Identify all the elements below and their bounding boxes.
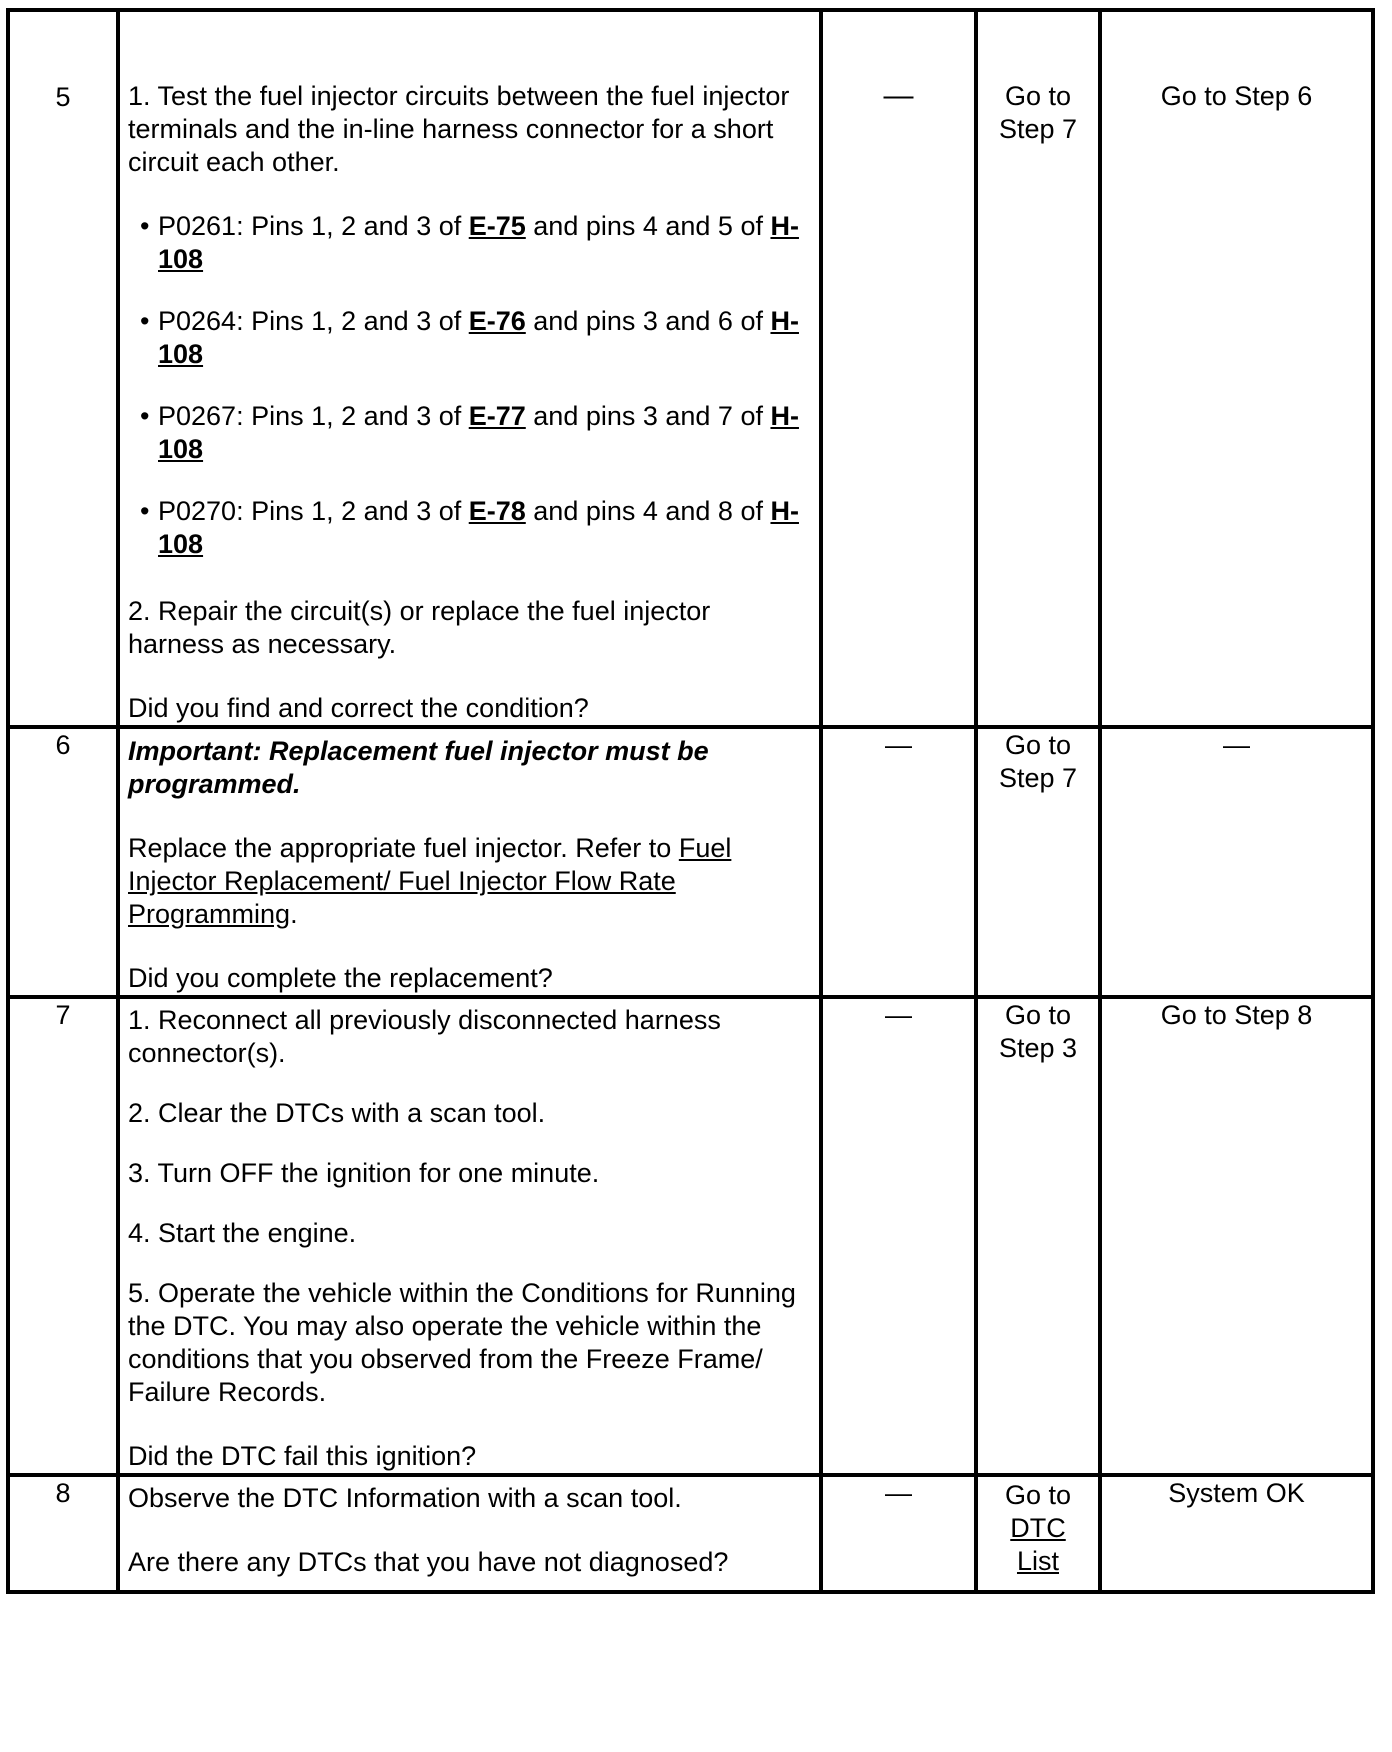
- step-number: 5: [55, 82, 71, 112]
- action-item: 2. Repair the circuit(s) or replace the fuel injector harness as necessary.: [128, 596, 711, 659]
- action-question: Did the DTC fail this ignition?: [128, 1441, 477, 1471]
- action-item: 4. Start the engine.: [128, 1218, 357, 1248]
- action-item: 5. Operate the vehicle within the Conditions for Running the DTC. You may also operate the vehicle within the conditions that you observed from the Freeze Frame/ Failure Records.: [128, 1278, 796, 1407]
- value-cell: [821, 10, 976, 727]
- value-text: —: [821, 1475, 976, 1592]
- table-row: [8, 727, 1373, 997]
- step-number: 6: [8, 727, 118, 997]
- bullet-item: • P0264: Pins 1, 2 and 3 of E-76 and pins 3 and 6 of H-108: [140, 306, 799, 369]
- no-action: —: [1100, 727, 1373, 997]
- diagnostic-steps-table: [6, 8, 1375, 1594]
- step-number: 8: [8, 1475, 118, 1592]
- bullet-item: • P0261: Pins 1, 2 and 3 of E-75 and pins 4 and 5 of H-108: [140, 211, 799, 274]
- procedure-link[interactable]: Fuel Injector Replacement/ Fuel Injector Flow Rate Programming: [128, 833, 732, 929]
- yes-action: Go to: [1004, 1480, 1072, 1510]
- bullet-item: • P0267: Pins 1, 2 and 3 of E-77 and pins 3 and 7 of H-108: [140, 401, 799, 464]
- no-cell: [1100, 10, 1373, 727]
- no-action: System OK: [1100, 1475, 1373, 1592]
- yes-action: Go to Step 7: [998, 81, 1078, 144]
- connector-link[interactable]: E-78: [468, 496, 526, 526]
- bullet-item: • P0270: Pins 1, 2 and 3 of E-78 and pins 4 and 8 of H-108: [140, 496, 799, 559]
- table-row: [8, 997, 1373, 1475]
- action-cell: [118, 10, 821, 727]
- yes-action: Go to Step 7: [976, 727, 1100, 997]
- action-question: Are there any DTCs that you have not diagnosed?: [128, 1547, 729, 1577]
- table-row: [8, 10, 1373, 727]
- action-item: 2. Clear the DTCs with a scan tool.: [128, 1098, 546, 1128]
- important-note: Important: Replacement fuel injector must be programmed.: [128, 736, 709, 799]
- no-action: Go to Step 6: [1160, 81, 1313, 111]
- action-question: Did you find and correct the condition?: [128, 693, 589, 723]
- action-question: Did you complete the replacement?: [128, 963, 553, 993]
- connector-link[interactable]: H-108: [158, 306, 799, 369]
- yes-action: Go to Step 3: [976, 997, 1100, 1475]
- value-text: —: [883, 79, 914, 112]
- connector-link[interactable]: H-108: [158, 401, 799, 464]
- action-item: 1. Test the fuel injector circuits between the fuel injector terminals and the in-line harness connector for a short circuit each other.: [128, 81, 790, 177]
- action-cell: [118, 1475, 821, 1592]
- dtc-list-link[interactable]: DTC List: [1010, 1513, 1066, 1576]
- connector-link[interactable]: H-108: [158, 496, 799, 559]
- value-text: —: [821, 997, 976, 1475]
- connector-link[interactable]: H-108: [158, 211, 799, 274]
- no-action: Go to Step 8: [1100, 997, 1373, 1475]
- yes-cell: [976, 1475, 1100, 1592]
- table-row: [8, 1475, 1373, 1592]
- step-number: 7: [8, 997, 118, 1475]
- value-text: —: [821, 727, 976, 997]
- action-text: Replace the appropriate fuel injector. Refer to Fuel Injector Replacement/ Fuel Injector Flow Rate Programming.: [128, 833, 732, 929]
- action-cell: [118, 727, 821, 997]
- connector-link[interactable]: E-77: [468, 401, 526, 431]
- action-item: 3. Turn OFF the ignition for one minute.: [128, 1158, 600, 1188]
- action-item: 1. Reconnect all previously disconnected harness connector(s).: [128, 1005, 721, 1068]
- action-cell: [118, 997, 821, 1475]
- yes-cell: [976, 10, 1100, 727]
- step-number-cell: [8, 10, 118, 727]
- action-text: Observe the DTC Information with a scan tool.: [128, 1483, 682, 1513]
- connector-link[interactable]: E-75: [468, 211, 526, 241]
- connector-link[interactable]: E-76: [468, 306, 526, 336]
